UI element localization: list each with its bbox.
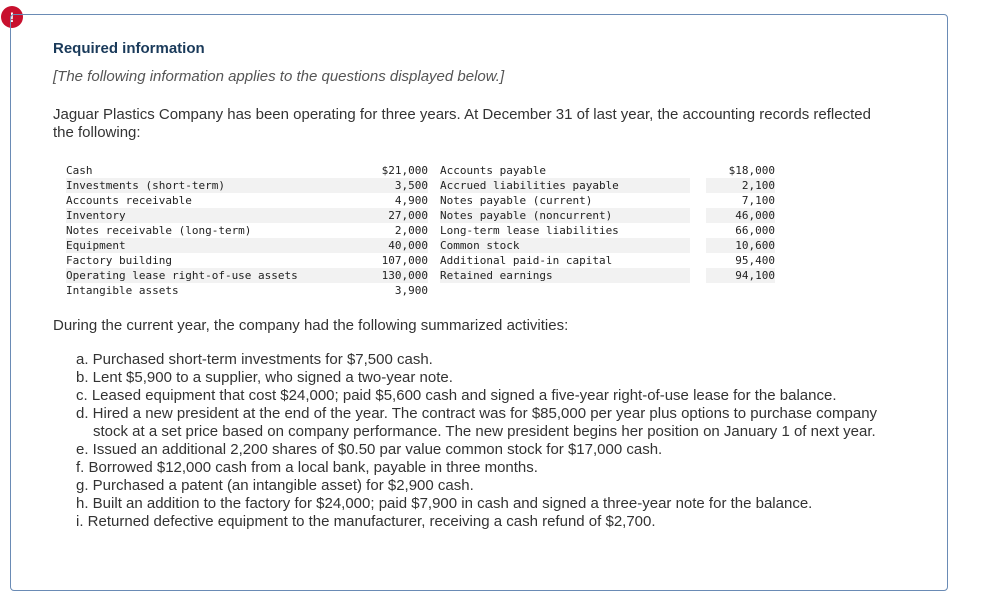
intro-paragraph: Jaguar Plastics Company has been operating for three years. At December 31 of last year, the accounting records reflected the following: [53, 106, 871, 141]
ledger-label: Intangible assets [66, 284, 179, 297]
activity-item: f. Borrowed $12,000 cash from a local bank, payable in three months. [76, 459, 538, 476]
ledger-label: Factory building [66, 254, 172, 267]
assets-values-column [366, 163, 428, 298]
activity-item: e. Issued an additional 2,200 shares of $0.50 par value common stock for $17,000 cash. [76, 441, 663, 458]
ledger-value: 95,400 [735, 254, 775, 267]
ledger-label: Accounts receivable [66, 194, 192, 207]
ledger-label: Long-term lease liabilities [440, 224, 619, 237]
ledger-value: 130,000 [366, 268, 428, 283]
ledger-value: 2,100 [706, 178, 775, 193]
liabilities-values-column [706, 163, 775, 283]
ledger-label: Inventory [66, 208, 366, 223]
ledger-value: 40,000 [366, 238, 428, 253]
ledger-value: 66,000 [735, 224, 775, 237]
info-note: [The following information applies to the questions displayed below.] [53, 68, 505, 85]
ledger-label: Accrued liabilities payable [440, 178, 690, 193]
ledger-label: Common stock [440, 238, 690, 253]
ledger-label: Investments (short-term) [66, 178, 366, 193]
ledger-value: 10,600 [706, 238, 775, 253]
ledger-label: Cash [66, 164, 93, 177]
activities-intro: During the current year, the company had the following summarized activities: [53, 317, 569, 334]
ledger-value: 27,000 [366, 208, 428, 223]
liabilities-labels-column [440, 163, 690, 283]
ledger-value: 4,900 [394, 194, 428, 207]
ledger-label: Accounts payable [440, 164, 546, 177]
ledger-value: 46,000 [706, 208, 775, 223]
activity-item: i. Returned defective equipment to the manufacturer, receiving a cash refund of $2,700. [76, 513, 656, 530]
required-info-title: Required information [53, 40, 205, 57]
alert-icon: ! [1, 6, 23, 28]
activity-item: a. Purchased short-term investments for $7,500 cash. [76, 351, 433, 368]
ledger-value: $18,000 [728, 164, 775, 177]
assets-labels-column [66, 163, 366, 298]
activity-item: c. Leased equipment that cost $24,000; paid $5,600 cash and signed a five-year right-of-use lease for the balance. [76, 387, 837, 404]
ledger-label: Notes payable (current) [440, 194, 593, 207]
activity-item: g. Purchased a patent (an intangible asset) for $2,900 cash. [76, 477, 474, 494]
ledger-value: 3,900 [394, 284, 428, 297]
ledger-label: Retained earnings [440, 268, 690, 283]
ledger-label: Operating lease right-of-use assets [66, 268, 366, 283]
ledger-label: Additional paid-in capital [440, 254, 613, 267]
activity-item: d. Hired a new president at the end of the year. The contract was for $85,000 per year plus options to purchase company stock at a set price based on company performance. The new president begins her position on January 1 of next year. [76, 405, 878, 440]
ledger-label: Notes receivable (long-term) [66, 224, 252, 237]
ledger-value: 3,500 [366, 178, 428, 193]
activity-item: b. Lent $5,900 to a supplier, who signed a two-year note. [76, 369, 453, 386]
ledger-label: Notes payable (noncurrent) [440, 208, 690, 223]
ledger-value: $21,000 [381, 164, 428, 177]
activities-list [76, 351, 906, 531]
ledger-value: 94,100 [706, 268, 775, 283]
ledger-value: 107,000 [381, 254, 428, 267]
ledger-value: 2,000 [394, 224, 428, 237]
ledger-label: Equipment [66, 238, 366, 253]
activity-item: h. Built an addition to the factory for $24,000; paid $7,900 in cash and signed a three-year note for the balance. [76, 495, 813, 512]
ledger-value: 7,100 [741, 194, 775, 207]
